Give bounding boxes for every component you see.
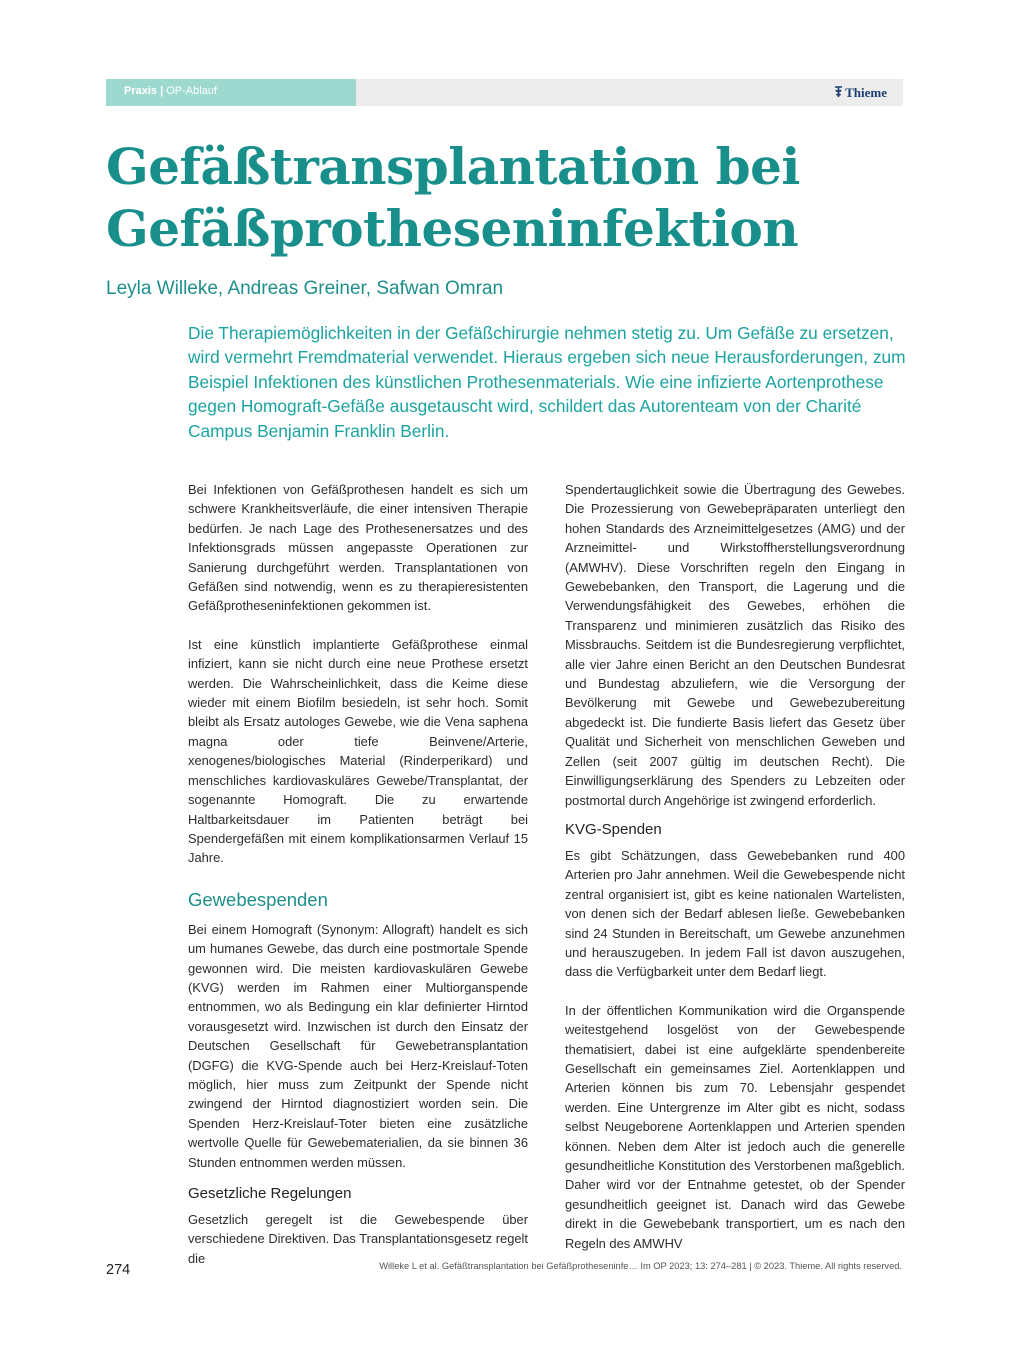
section-tab bbox=[106, 79, 356, 106]
thieme-logo-icon bbox=[834, 86, 843, 101]
subsection-name: OP-Ablauf bbox=[166, 85, 217, 97]
publisher-logo bbox=[834, 85, 887, 101]
body-paragraph: Gesetzlich geregelt ist die Gewebespende über verschiedene Direktiven. Das Transplantationsgesetz regelt die bbox=[188, 1212, 528, 1266]
section-heading: Gewebespenden bbox=[188, 888, 328, 910]
citation-footer: Willeke L et al. Gefäßtransplantation bei Gefäßprotheseninfe… Im OP 2023; 13: 274–281 | © 2023. Thieme. All rights reserved. bbox=[379, 1261, 902, 1271]
page-number: 274 bbox=[106, 1262, 131, 1278]
body-paragraph: Bei Infektionen von Gefäßprothesen handelt es sich um schwere Krankheitsverläufe, die einer intensiven Therapie bedürfen. Je nach Lage des Prothesenersatzes und des Infektionsgrads müssen angepasste Operationen zur Sanierung durchgeführt werden. Transplantationen von Gefäßen sind notwendig, wenn es zu therapieresistenten Gefäßprotheseninfektionen gekommen ist. bbox=[188, 482, 528, 614]
title-line-1: Gefäßtransplantation bei bbox=[106, 137, 800, 196]
title-line-2: Gefäßprotheseninfektion bbox=[106, 199, 799, 258]
body-paragraph: Es gibt Schätzungen, dass Gewebebanken rund 400 Arterien pro Jahr annehmen. Weil die Gewebespende nicht zentral organisiert ist, gibt es keine nationalen Wartelisten, von denen sich der Bedarf ablesen ließe. Gewebebanken sind 24 Stunden in Bereitschaft, um Gewebe anzunehmen und herauszugeben. In jedem Fall ist davon auszugehen, dass die Verfügbarkeit unter dem Bedarf liegt. bbox=[565, 847, 905, 980]
body-column-right bbox=[565, 480, 905, 1253]
body-paragraph: Spendertauglichkeit sowie die Übertragung des Gewebes. Die Prozessierung von Gewebepräparaten unterliegt den hohen Standards des Arzneimittelgesetzes (AMG) und der Arzneimittel- und Wirkstoffherstellungsverordnung (AMWHV). Diese Vorschriften regeln den Eingang in Gewebebanken, den Transport, die Lagerung und die Verwendungsfähigkeit des Gewebes, erhöhen die Transparenz und minimieren zusätzlich das Risiko des Missbrauchs. Seitdem ist die Bundesregierung verpflichtet, alle vier Jahre einen Bericht an den Deutschen Bundesrat und Bundestag abzuliefern, wie die Versorgung der Bevölkerung mit Gewebe und Gewebezubereitung abgedeckt ist. Die fundierte Basis liefert das Gesetz über Qualität und Sicherheit von menschlichen Geweben und Zellen (seit 2007 gültig im deutschen Recht). Die Einwilligungserklärung des Spenders zu Lebzeiten oder postmortal durch Angehörige ist zwingend erforderlich. bbox=[565, 482, 905, 808]
body-paragraph: Bei einem Homograft (Synonym: Allograft) handelt es sich um humanes Gewebe, das durch eine postmortale Spende gewonnen wird. Die meisten kardiovaskulären Gewebe (KVG) werden im Rahmen einer Multiorganspende entnommen, wo als Bedingung ein klar definierter Hirntod vorausgesetzt wird. Inzwischen ist durch den Einsatz der Deutschen Gesellschaft für Gewebetransplantation (DGFG) die KVG-Spende auch bei Herz-Kreislauf-Toten möglich, hier muss zum Zeitpunkt der Spende nicht zwingend der Hirntod diagnostiziert worden sein. Die Spenden Herz-Kreislauf-Toter bieten eine zusätzliche wertvolle Quelle für Gewebematerialien, da sie binnen 36 Stunden entnommen werden müssen. bbox=[188, 921, 528, 1170]
section-separator: | bbox=[160, 85, 164, 97]
section-label bbox=[124, 85, 217, 97]
lead-paragraph: Die Therapiemöglichkeiten in der Gefäßchirurgie nehmen stetig zu. Um Gefäße zu ersetzen, wird vermehrt Fremdmaterial verwendet. Hieraus ergeben sich neue Herausforderungen, zum Beispiel Infektionen des künstlichen Prothesenmaterials. Wie eine infizierte Aortenprothese gegen Homograft-Gefäße ausgetauscht wird, schildert das Autorenteam von der Charité Campus Benjamin Franklin Berlin. bbox=[188, 323, 906, 441]
authors: Leyla Willeke, Andreas Greiner, Safwan Omran bbox=[106, 278, 504, 299]
running-header bbox=[106, 79, 903, 106]
body-column-left bbox=[188, 480, 528, 1268]
body-paragraph: Ist eine künstlich implantierte Gefäßprothese einmal infiziert, kann sie nicht durch eine neue Prothese ersetzt werden. Die Wahrscheinlichkeit, dass die Keime diese wieder mit einem Biofilm besiedeln, ist sehr hoch. Somit bleibt als Ersatz autologes Gewebe, wie die Vena saphena magna oder tiefe Beinvene/Arterie, xenogenes/biologisches Material (Rinderperikard) und menschliches kardiovaskuläres Gewebe/Transplantat, der sogenannte Homograft. Die zu erwartende Haltbarkeitsdauer im Patienten beträgt bei Spendergefäßen mit einem komplikationsarmen Verlauf 15 Jahre. bbox=[188, 636, 528, 866]
subsection-heading: KVG-Spenden bbox=[565, 820, 662, 838]
subsection-heading: Gesetzliche Regelungen bbox=[188, 1185, 352, 1202]
publisher-name: Thieme bbox=[845, 85, 887, 100]
section-name: Praxis bbox=[124, 85, 158, 97]
body-paragraph: In der öffentlichen Kommunikation wird die Organspende weitestgehend losgelöst von der Gewebespende thematisiert, dabei ist eine aufgeklärte spendenbereite Gesellschaft ein gemeinsames Ziel. Aortenklappen und Arterien können bis zum 70. Lebensjahr gespendet werden. Eine Untergrenze im Alter gibt es nicht, sodass selbst Neugeborene Aortenklappen und Arterien spenden können. Neben dem Alter ist jedoch auch die generelle gesundheitliche Konstitution des Verstorbenen maßgeblich. Daher wird vor der Entnahme getestet, ob der Spender gesundheitlich geeignet ist. Danach wird das Gewebe direkt in die Gewebebank transportiert, um es nach den Regeln des AMWHV bbox=[565, 1002, 905, 1251]
article-title bbox=[106, 136, 926, 260]
